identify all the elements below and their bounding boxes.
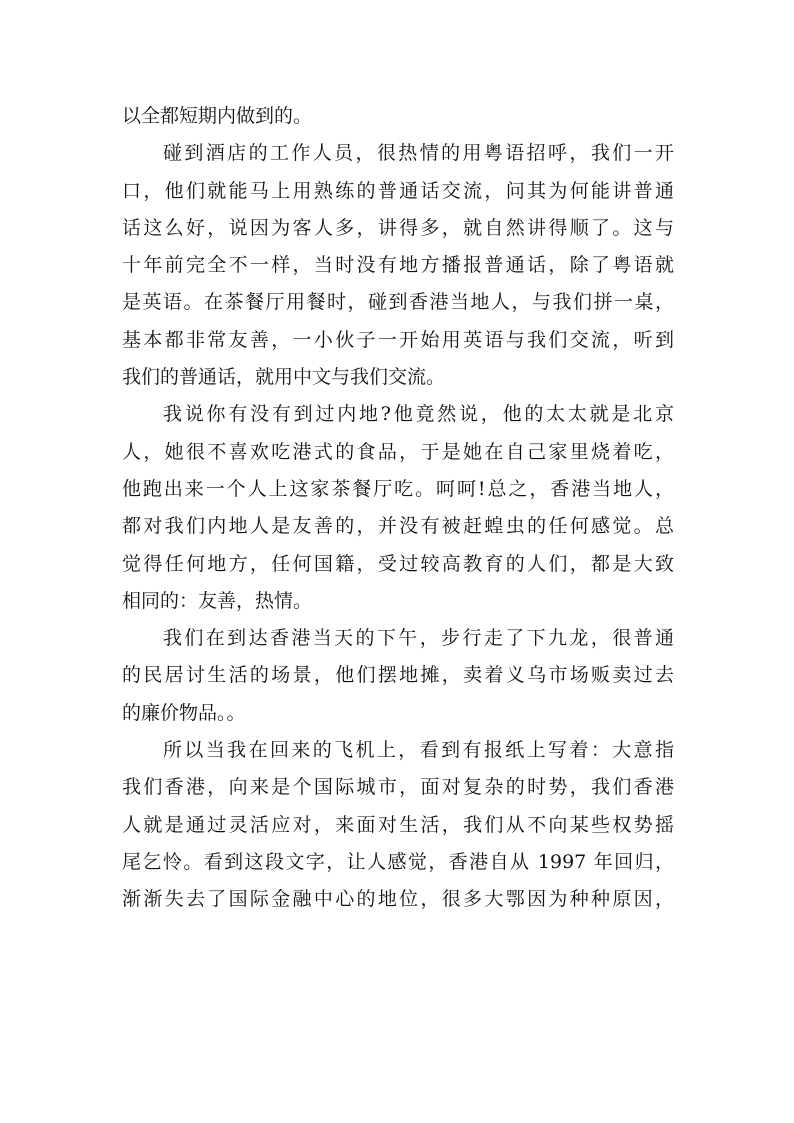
text-line: 相同的：友善，热情。 — [122, 589, 313, 612]
text-line: 是英语。在茶餐厅用餐时，碰到香港当地人，与我们拼一桌， — [122, 291, 674, 314]
text-line: 以全都短期内做到的。 — [122, 105, 313, 127]
text-line: 的民居讨生活的场景，他们摆地摊，卖着义乌市场贩卖过去 — [122, 664, 674, 687]
text-line: 渐渐失去了国际金融中心的地位，很多大鄂因为种种原因， — [122, 888, 674, 911]
document-body — [122, 98, 674, 919]
text-line: 人，她很不喜欢吃港式的食品，于是她在自己家里烧着吃， — [122, 440, 674, 463]
text-line: 所以当我在回来的飞机上，看到有报纸上写着：大意指 — [163, 739, 674, 762]
text-line: 基本都非常友善，一小伙子一开始用英语与我们交流，听到 — [122, 328, 674, 351]
text-line: 我们的普通话，就用中文与我们交流。 — [122, 366, 446, 389]
text-line: 觉得任何地方，任何国籍，受过较高教育的人们，都是大致 — [122, 552, 674, 575]
text-line: 口，他们就能马上用熟练的普通话交流，问其为何能讲普通 — [122, 179, 674, 202]
text-line: 尾乞怜。看到这段文字，让人感觉，香港自从 1997 年回归， — [122, 850, 674, 873]
text-line: 话这么好，说因为客人多，讲得多，就自然讲得顺了。这与 — [122, 216, 674, 239]
text-line: 人就是通过灵活应对，来面对生活，我们从不向某些权势摇 — [122, 813, 674, 836]
text-line: 都对我们内地人是友善的，并没有被赶蝗虫的任何感觉。总 — [122, 515, 674, 538]
text-line: 我们在到达香港当天的下午，步行走了下九龙，很普通 — [163, 627, 674, 650]
text-line: 十年前完全不一样，当时没有地方播报普通话，除了粤语就 — [122, 254, 674, 277]
text-line: 他跑出来一个人上这家茶餐厅吃。呵呵!总之，香港当地人， — [122, 477, 674, 500]
text-line: 的廉价物品。。 — [122, 701, 246, 724]
text-line: 我说你有没有到过内地?他竟然说，他的太太就是北京 — [163, 403, 674, 426]
text-line: 我们香港，向来是个国际城市，面对复杂的时势，我们香港 — [122, 776, 674, 799]
text-line: 碰到酒店的工作人员，很热情的用粤语招呼，我们一开 — [163, 142, 674, 165]
